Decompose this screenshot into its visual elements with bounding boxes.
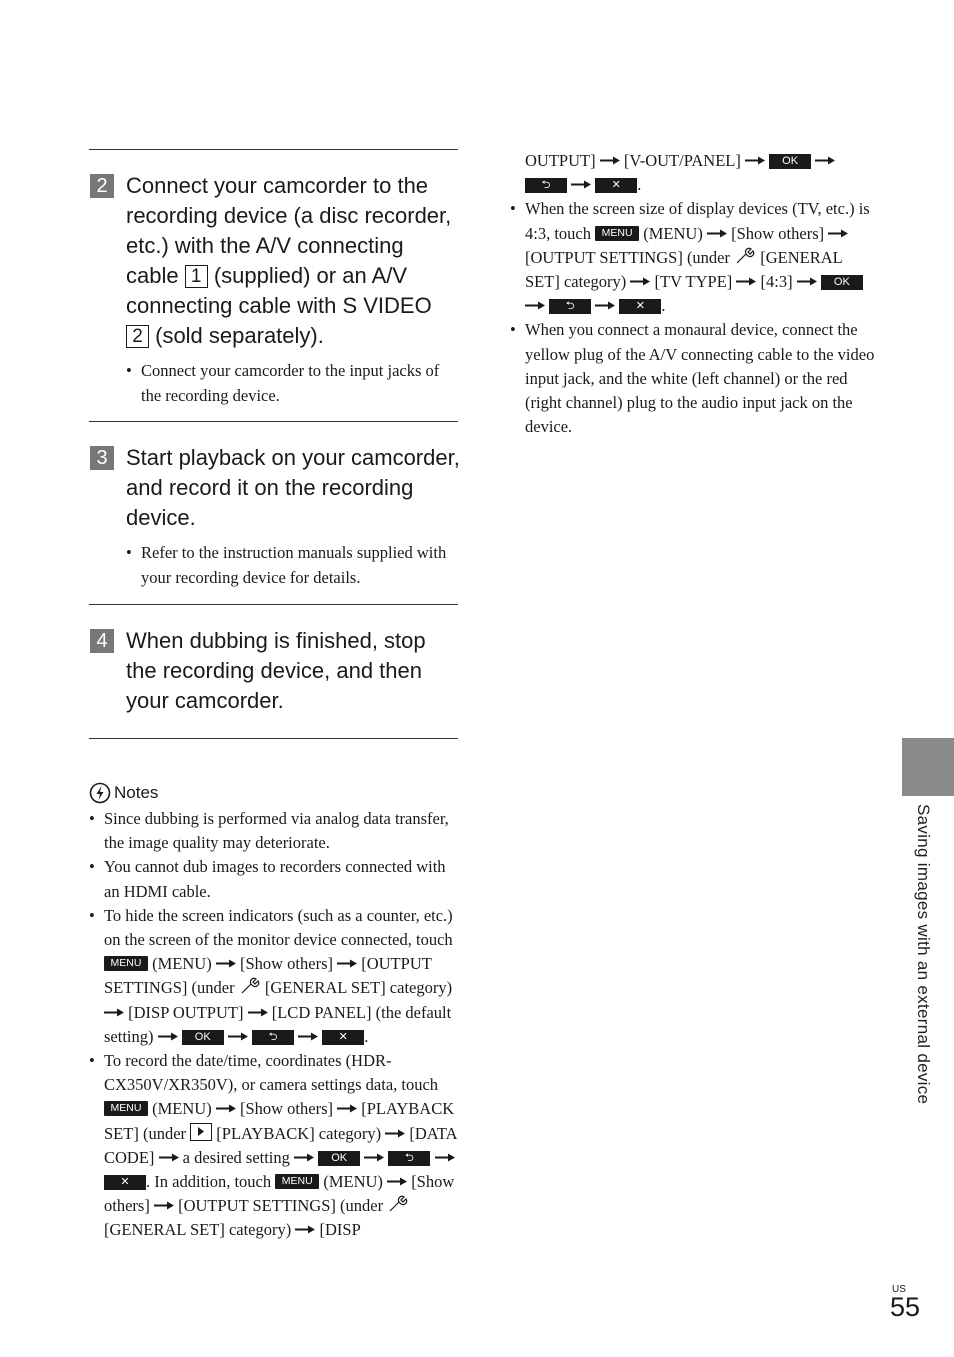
note-item [89, 1049, 461, 1243]
right-arrow-icon [294, 1153, 314, 1162]
note-item [89, 904, 461, 1049]
menu-button-icon: MENU [104, 956, 148, 971]
wrench-icon [239, 977, 261, 995]
step-3 [90, 443, 460, 590]
right-arrow-icon [797, 277, 817, 286]
note-text: [Show others] [235, 1099, 338, 1119]
right-arrow-icon [216, 1104, 236, 1113]
section-tab [902, 738, 954, 796]
right-arrow-icon [600, 156, 620, 165]
step-text-part: Connect your camcorder to the recording device (a disc recorder, etc.) with the A/V connecting cable [126, 173, 452, 288]
step-text: Start playback on your camcorder, and record it on the recording device. [126, 445, 460, 530]
divider-1 [89, 421, 458, 422]
boxed-number-1: 1 [185, 265, 208, 288]
section-label: Saving images with an external device [914, 804, 933, 1105]
menu-button-icon: MENU [104, 1101, 148, 1116]
step-text: When dubbing is finished, stop the recording device, and then your camcorder. [126, 628, 426, 713]
close-icon: ✕ [322, 1030, 364, 1045]
right-arrow-icon [158, 1032, 178, 1041]
note-text: [Show others] [235, 954, 338, 974]
back-icon: ⮌ [388, 1151, 430, 1166]
note-item: • You cannot dub images to recorders connected with an HDMI cable. [89, 855, 461, 903]
right-arrow-icon [630, 277, 650, 286]
right-arrow-icon [216, 959, 236, 968]
note-text: [TV TYPE] [650, 272, 737, 292]
continued-text [510, 149, 875, 197]
page-region: US [892, 1284, 906, 1295]
right-column [510, 149, 875, 439]
note-item [510, 197, 875, 318]
step-number: 3 [90, 446, 114, 470]
notes-list [89, 807, 461, 1243]
note-text: [4:3] [756, 272, 797, 292]
step-text-part: (supplied) or an A/V connecting cable with S VIDEO [126, 263, 432, 318]
step-text-part: (sold separately). [149, 323, 324, 348]
note-text: [DISP [315, 1220, 361, 1240]
ok-button-icon: OK [769, 154, 811, 169]
note-text: [Show others] [726, 223, 829, 243]
notes-icon [89, 782, 111, 804]
note-text: [OUTPUT SETTINGS] (under [173, 1196, 388, 1216]
right-arrow-icon [525, 301, 545, 310]
back-icon: ⮌ [252, 1030, 294, 1045]
note-text: [OUTPUT SETTINGS] (under [525, 247, 735, 267]
right-arrow-icon [154, 1201, 174, 1210]
note-text: (MENU) [319, 1172, 388, 1192]
right-arrow-icon [337, 1104, 357, 1113]
right-arrow-icon [104, 1008, 124, 1017]
right-arrow-icon [337, 959, 357, 968]
step-sub-bullet: • Refer to the instruction manuals supplied with your recording device for details. [126, 541, 460, 590]
note-text: . [661, 296, 666, 316]
note-text: a desired setting [178, 1147, 295, 1167]
right-arrow-icon [595, 301, 615, 310]
wrench-icon [734, 247, 756, 265]
menu-button-icon: MENU [595, 226, 639, 241]
note-text: [LCD PANEL] (the default setting) [104, 1002, 452, 1046]
note-text: (MENU) [148, 1099, 216, 1119]
note-item: • When you connect a monaural device, connect the yellow plug of the A/V connecting cable to the video input jack, and the white (left channel) or the red (right channel) plug to the audio input jack on the device. [510, 318, 875, 439]
note-text: . [637, 175, 642, 195]
divider-top [89, 149, 458, 150]
note-text: [V-OUT/PANEL] [619, 151, 745, 170]
wrench-icon [387, 1195, 409, 1213]
playback-icon [190, 1123, 212, 1141]
note-text: [GENERAL SET] category) [260, 978, 453, 998]
ok-button-icon: OK [821, 275, 863, 290]
note-text: [DISP OUTPUT] [124, 1002, 248, 1022]
note-text: To record the date/time, coordinates (HDR-CX350V/XR350V), or camera settings data, touch [104, 1051, 439, 1095]
right-arrow-icon [736, 277, 756, 286]
right-arrow-icon [159, 1153, 179, 1162]
right-arrow-icon [707, 229, 727, 238]
note-text: [GENERAL SET] category) [525, 247, 843, 292]
note-text: [PLAYBACK SET] (under [104, 1099, 455, 1143]
note-text: To hide the screen indicators (such as a counter, etc.) on the screen of the monitor device connected, touch [104, 905, 453, 950]
note-text: [GENERAL SET] category) [104, 1220, 296, 1240]
note-text: [Show others] [104, 1172, 455, 1216]
notes-heading [89, 782, 158, 804]
step-sub-bullet: • Connect your camcorder to the input jacks of the recording device. [126, 359, 460, 408]
note-text: [OUTPUT SETTINGS] (under [104, 954, 432, 998]
note-text: When the screen size of display devices (TV, etc.) is 4:3, touch [525, 199, 870, 243]
note-text: . [364, 1026, 369, 1046]
page-number: 55 [890, 1292, 921, 1322]
right-arrow-icon [385, 1129, 405, 1138]
ok-button-icon: OK [182, 1030, 224, 1045]
close-icon: ✕ [619, 299, 661, 314]
note-text: [DATA CODE] [104, 1123, 457, 1167]
back-icon: ⮌ [549, 299, 591, 314]
menu-button-icon: MENU [275, 1174, 319, 1189]
step-2 [90, 171, 460, 408]
note-text: (MENU) [148, 954, 216, 974]
note-text: (MENU) [639, 223, 707, 243]
divider-2 [89, 604, 458, 605]
right-arrow-icon [298, 1032, 318, 1041]
step-number: 4 [90, 629, 114, 653]
right-arrow-icon [295, 1225, 315, 1234]
note-text: [PLAYBACK] category) [212, 1123, 386, 1143]
step-text [126, 171, 460, 351]
close-icon: ✕ [595, 178, 637, 193]
right-arrow-icon [228, 1032, 248, 1041]
note-text: . In addition, touch [146, 1172, 276, 1192]
right-arrow-icon [571, 180, 591, 189]
divider-3 [89, 738, 458, 739]
close-icon: ✕ [104, 1175, 146, 1190]
step-4 [90, 626, 460, 716]
right-arrow-icon [248, 1008, 268, 1017]
right-arrow-icon [828, 229, 848, 238]
right-arrow-icon [815, 156, 835, 165]
right-arrow-icon [387, 1177, 407, 1186]
ok-button-icon: OK [318, 1151, 360, 1166]
note-text: OUTPUT] [525, 151, 600, 170]
notes-title: Notes [114, 783, 159, 802]
right-arrow-icon [364, 1153, 384, 1162]
right-arrow-icon [435, 1153, 455, 1162]
step-number: 2 [90, 174, 114, 198]
back-icon: ⮌ [525, 178, 567, 193]
note-item: • Since dubbing is performed via analog data transfer, the image quality may deteriorate. [89, 807, 461, 855]
right-arrow-icon [745, 156, 765, 165]
boxed-number-2: 2 [126, 325, 149, 348]
